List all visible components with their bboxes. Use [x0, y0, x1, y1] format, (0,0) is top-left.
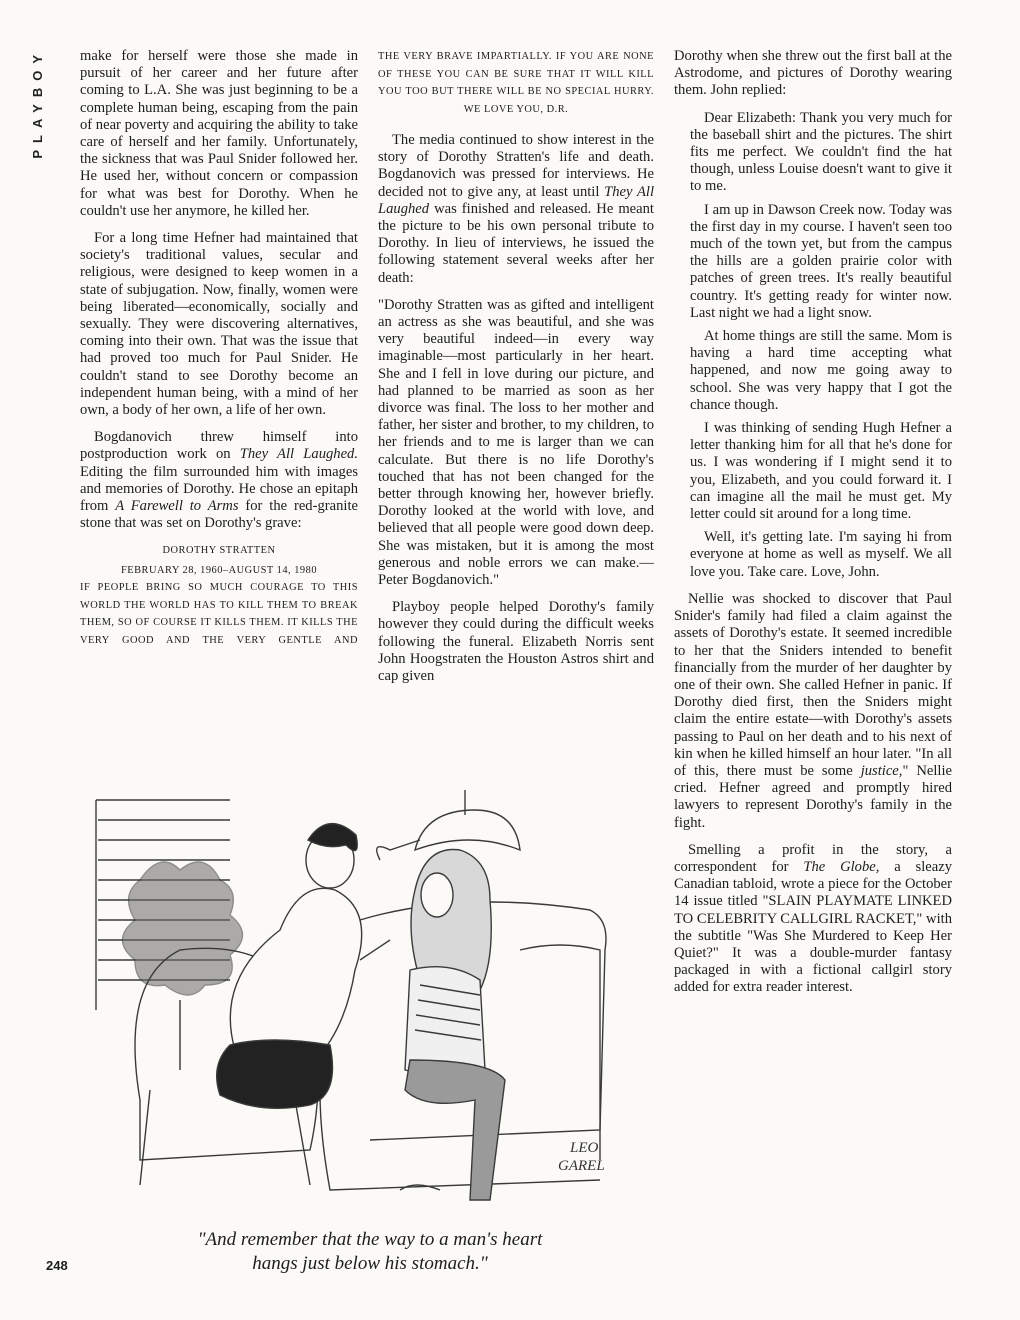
- book-title: A Farewell to Arms: [115, 498, 239, 515]
- letter-paragraph: I was thinking of sending Hugh Hefner a letter thanking him for all that he's done for us. I was wondering if I might send it to you, Elizabeth, and you could forward it. I can imagine all the mail he must get. My letter could sit around for a long time.: [690, 420, 952, 523]
- older-woman-figure: [217, 824, 390, 1109]
- body-paragraph: Playboy people helped Dorothy's family however they could during the difficult weeks following the funeral. Elizabeth Norris sent John Hoogstraten the Houston Astros shirt and cap given: [378, 599, 654, 685]
- body-paragraph: make for herself were those she made in pursuit of her career and her future after coming to L.A. She was just beginning to be a complete human being, escaping from the pain of near poverty and acquiring the ability to take care of herself and her family. Unfortunately, the sickness that was Paul Snider followed her. He used her, without concern or compassion for what was best for Dorothy. When he couldn't use her anymore, he killed her.: [80, 48, 358, 219]
- epitaph-verse: IF PEOPLE BRING SO MUCH COURAGE TO THIS WORLD THE WORLD HAS TO KILL THEM TO BREAK THEM, SO OF COURSE IT KILLS THEM. IT KILLS THE VERY GOOD AND THE VERY GENTLE AND: [80, 582, 358, 646]
- film-title: They All Laughed: [378, 183, 654, 217]
- cartoon-caption: "And remember that the way to a man's heart hangs just below his stomach.": [197, 1229, 543, 1274]
- bogdanovich-statement: "Dorothy Stratten was as gifted and intelligent an actress as she was beautiful, and she was very beautiful indeed—in every way imaginable—most particularly in her heart. She and I fell in love during our picture, and had planned to be married as soon as her divorce was final. The loss to her mother and father, her sister and brother, to my children, to her friends and to me is larger than we can calculate. But there is no life Dorothy's touched that has not been changed for the better through knowing her, however briefly. Dorothy looked at the world with love, and believed that all people were good down deep. She was mistaken, but it is among the most generous and noble errors we can make.—Peter Bogdanovich.": [378, 296, 654, 589]
- epitaph-signature: WE LOVE YOU, D.R.: [463, 103, 569, 115]
- epitaph-name: DOROTHY STRATTEN: [162, 545, 276, 557]
- epitaph-block: [80, 542, 358, 649]
- body-paragraph: Dorothy when she threw out the first ball at the Astrodome, and pictures of Dorothy wearing them. John replied:: [674, 48, 952, 99]
- page-number: 248: [46, 1258, 68, 1273]
- epitaph-dates: FEBRUARY 28, 1960–AUGUST 14, 1980: [120, 564, 318, 576]
- letter-paragraph: At home things are still the same. Mom is having a hard time accepting what happened, and now me going away to school. She was very happy that I got the chance though.: [690, 328, 952, 413]
- text-column-2: [378, 48, 654, 695]
- young-woman-figure: [400, 850, 505, 1201]
- letter-paragraph: I am up in Dawson Creek now. Today was the first day in my course. I haven't seen too much of the town yet, but from the campus the hills are a golden prairie color with patches of green trees. It's really beautiful country. It's getting ready for winter now. Last night we had a light snow.: [690, 201, 952, 321]
- body-paragraph: The media continued to show interest in the story of Dorothy Stratten's life and death. Bogdanovich was pressed for interviews. He decided not to give any, at least until They All Laughed was finished and released. He meant the picture to be his own personal tribute to Dorothy. In lieu of interviews, he issued the following statement several weeks after her death:: [378, 132, 654, 286]
- text-column-1: [80, 48, 358, 663]
- plant-drawing: [123, 862, 243, 1070]
- cartoon-illustration: [80, 770, 670, 1215]
- letter-paragraph: Well, it's getting late. I'm saying hi from everyone at home as well as myself. We all love you. Take care. Love, John.: [690, 529, 952, 580]
- cartoonist-signature: LEO: [570, 1140, 599, 1156]
- body-paragraph: For a long time Hefner had maintained that society's traditional values, secular and religious, were designed to keep women in a state of subjugation. Now, finally, women were being liberated—economically, socially and sexually. They were discovering alternatives, coming into their own. That was the issue that had proved too much for Paul Snider. He couldn't stand to see Dorothy become an independent human being, with a mind of her own, a body of her own, a life of her own.: [80, 230, 358, 419]
- newspaper-title: The Globe,: [803, 858, 880, 875]
- cartoonist-signature: GAREL: [558, 1158, 605, 1174]
- magazine-side-label: PLAYBOY: [30, 48, 45, 159]
- john-letter: [674, 110, 952, 581]
- film-title: They All Laughed.: [239, 446, 359, 463]
- letter-paragraph: Dear Elizabeth: Thank you very much for the baseball shirt and the pictures. The shirt fits me perfect. We couldn't find the hat though, unless Louise doesn't want to give it to me.: [690, 109, 952, 195]
- epitaph-verse: THE VERY BRAVE IMPARTIALLY. IF YOU ARE NONE OF THESE YOU CAN BE SURE THAT IT WILL KILL YOU TOO BUT THERE WILL BE NO SPECIAL HURRY.: [378, 51, 654, 97]
- body-paragraph: Bogdanovich threw himself into postproduction work on They All Laughed. Editing the film surrounded him with images and memories of Dorothy. He chose an epitaph from A Farewell to Arms for the red-granite stone that was set on Dorothy's grave:: [80, 429, 359, 532]
- epitaph-continued: [378, 48, 654, 118]
- body-paragraph: Nellie was shocked to discover that Paul Snider's family had filed a claim against the assets of Dorothy's estate. It seemed incredible to her that the Sniders intended to benefit financially from the murder of her daughter by one of their own. She called Hefner in panic. If Dorothy died first, then the Sniders might claim the entire estate—with Dorothy's assets passing to Paul on her death and to his next of kin when he killed himself an hour later. "In all of this, there must be some justice," Nellie cried. Hefner agreed and promptly hired lawyers to represent Dorothy's family in the fight.: [674, 590, 952, 831]
- text-column-3: [674, 48, 952, 1007]
- body-paragraph: Smelling a profit in the story, a correspondent for The Globe, a sleazy Canadian tabloid, wrote a piece for the October 14 issue titled "SLAIN PLAYMATE LINKED TO CELEBRITY CALLGIRL RACKET," with the subtitle "Was She Murdered to Keep Her Quiet?" It was a double-murder fantasy packaged in with a fictional callgirl story added for extra reader interest.: [674, 841, 952, 996]
